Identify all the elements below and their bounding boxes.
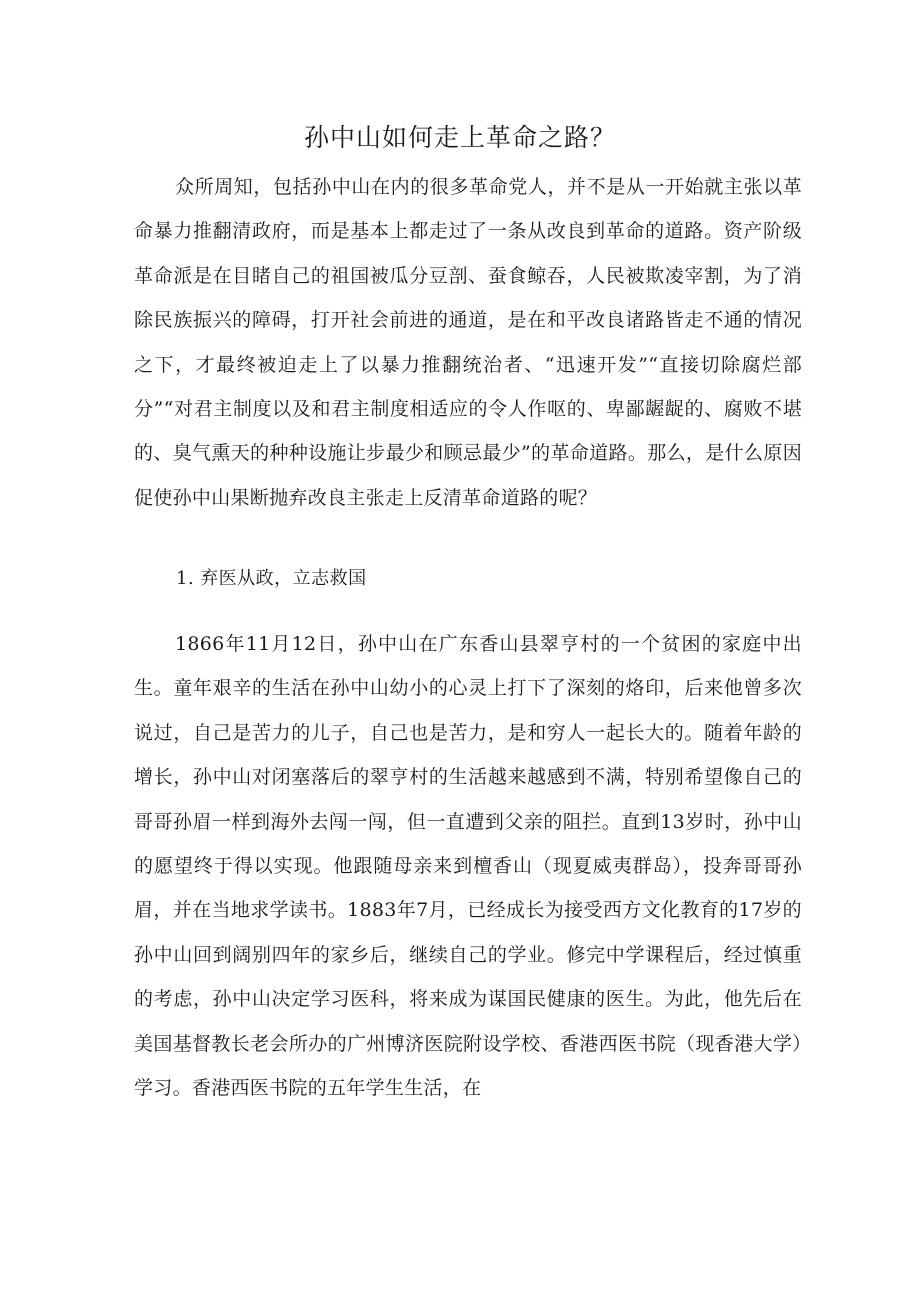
section-number: 1. xyxy=(176,568,195,589)
section-heading xyxy=(176,559,367,599)
body-paragraph: 1866年11月12日，孙中山在广东香山县翠亨村的一个贫困的家庭中出生。童年艰辛的生活在孙中山幼小的心灵上打下了深刻的烙印，后来他曾多次说过，自己是苦力的儿子，自己也是苦力，是和穷人一起长大的。随着年龄的增长，孙中山对闭塞落后的翠亨村的生活越来越感到不满，特别希望像自己的哥哥孙眉一样到海外去闯一闯，但一直遭到父亲的阻拦。直到13岁时，孙中山的愿望终于得以实现。他跟随母亲来到檀香山（现夏威夷群岛），投奔哥哥孙眉，并在当地求学读书。1883年7月，已经成长为接受西方文化教育的17岁的孙中山回到阔别四年的家乡后，继续自己的学业。修完中学课程后，经过慎重的考虑，孙中山决定学习医科，将来成为谋国民健康的医生。为此，他先后在美国基督教长老会所办的广州博济医院附设学校、香港西医书院（现香港大学）学习。香港西医书院的五年学生生活，在 xyxy=(134,633,802,1100)
section-heading-text: 弃医从政，立志救国 xyxy=(200,568,367,589)
intro-paragraph: 众所周知，包括孙中山在内的很多革命党人，并不是从一开始就主张以革命暴力推翻清政府，而是基本上都走过了一条从改良到革命的道路。资产阶级革命派是在目睹自己的祖国被瓜分豆剖、蚕食鲸吞，人民被欺凌宰割，为了消除民族振兴的障碍，打开社会前进的通道，是在和平改良诸路皆走不通的情况之下，才最终被迫走上了以暴力推翻统治者、“迅速开发”“直接切除腐烂部分”“对君主制度以及和君主制度相适应的令人作呕的、卑鄙龌龊的、腐败不堪的、臭气熏天的种种设施让步最少和顾忌最少”的革命道路。那么，是什么原因促使孙中山果断抛弃改良主张走上反清革命道路的呢？ xyxy=(134,176,802,509)
page-title: 孙中山如何走上革命之路？ xyxy=(303,123,616,152)
